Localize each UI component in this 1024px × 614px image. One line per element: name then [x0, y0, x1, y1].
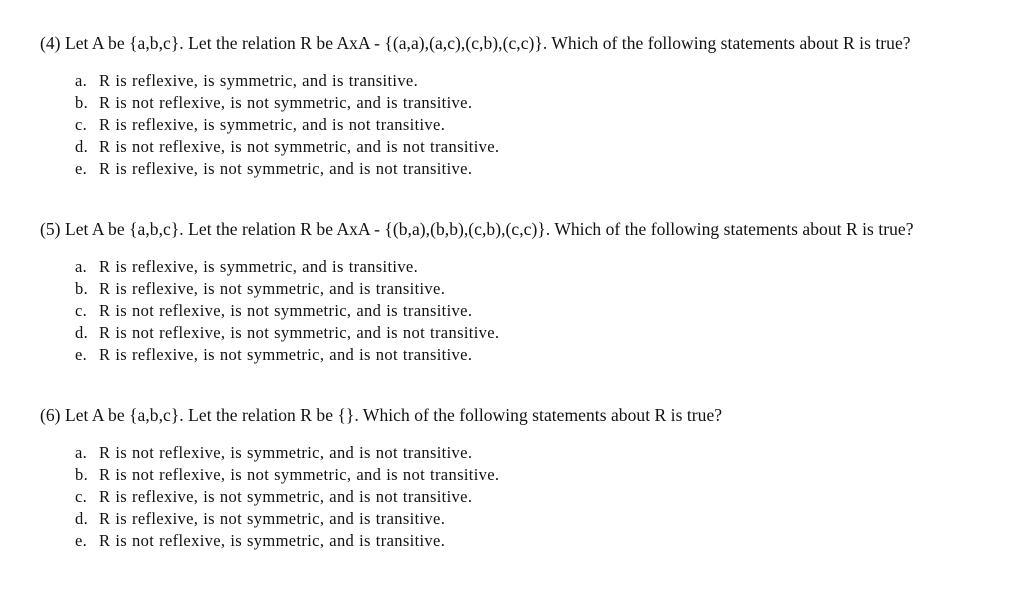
- choice-list: [40, 256, 1015, 366]
- choice-d: [40, 136, 1015, 158]
- question-stem: (6) Let A be {a,b,c}. Let the relation R be {}. Which of the following statements about R is true?: [40, 405, 723, 425]
- choice-text: R is not reflexive, is not symmetric, and is not transitive.: [99, 137, 500, 156]
- choice-text: R is reflexive, is symmetric, and is transitive.: [99, 257, 419, 276]
- choice-e: [40, 158, 1015, 180]
- choice-d: [40, 322, 1015, 344]
- choice-b: [40, 92, 1015, 114]
- choice-text: R is reflexive, is not symmetric, and is not transitive.: [99, 159, 473, 178]
- choice-text: R is reflexive, is symmetric, and is not transitive.: [99, 115, 446, 134]
- choice-e: [40, 344, 1015, 366]
- choice-letter: e.: [75, 531, 88, 550]
- choice-letter: d.: [75, 509, 89, 528]
- choice-text: R is not reflexive, is not symmetric, and is not transitive.: [99, 465, 500, 484]
- choice-letter: b.: [75, 465, 89, 484]
- choice-e: [40, 530, 1015, 552]
- choice-a: [40, 442, 1015, 464]
- choice-letter: e.: [75, 345, 88, 364]
- choice-text: R is not reflexive, is not symmetric, and is transitive.: [99, 301, 473, 320]
- choice-letter: d.: [75, 137, 89, 156]
- choice-d: [40, 508, 1015, 530]
- choice-a: [40, 70, 1015, 92]
- choice-list: [40, 442, 1015, 552]
- choice-letter: c.: [75, 115, 88, 134]
- choice-list: [40, 70, 1015, 180]
- question-6: [40, 404, 1015, 552]
- choice-letter: e.: [75, 159, 88, 178]
- choice-b: [40, 464, 1015, 486]
- choice-text: R is reflexive, is symmetric, and is transitive.: [99, 71, 419, 90]
- question-5: [40, 218, 1015, 366]
- choice-text: R is reflexive, is not symmetric, and is transitive.: [99, 509, 446, 528]
- choice-text: R is reflexive, is not symmetric, and is transitive.: [99, 279, 446, 298]
- choice-letter: a.: [75, 443, 88, 462]
- choice-text: R is not reflexive, is not symmetric, and is transitive.: [99, 93, 473, 112]
- choice-letter: c.: [75, 301, 88, 320]
- choice-text: R is not reflexive, is not symmetric, and is not transitive.: [99, 323, 500, 342]
- choice-letter: d.: [75, 323, 89, 342]
- choice-a: [40, 256, 1015, 278]
- choice-text: R is not reflexive, is symmetric, and is not transitive.: [99, 443, 473, 462]
- choice-letter: c.: [75, 487, 88, 506]
- choice-letter: a.: [75, 71, 88, 90]
- question-stem: (5) Let A be {a,b,c}. Let the relation R be AxA - {(b,a),(b,b),(c,b),(c,c)}. Which of the following statements about R is true?: [40, 219, 914, 239]
- choice-c: [40, 300, 1015, 322]
- choice-letter: b.: [75, 279, 89, 298]
- choice-letter: a.: [75, 257, 88, 276]
- choice-c: [40, 114, 1015, 136]
- choice-letter: b.: [75, 93, 89, 112]
- choice-text: R is not reflexive, is symmetric, and is transitive.: [99, 531, 446, 550]
- question-stem: (4) Let A be {a,b,c}. Let the relation R be AxA - {(a,a),(a,c),(c,b),(c,c)}. Which of the following statements about R is true?: [40, 33, 911, 53]
- choice-c: [40, 486, 1015, 508]
- question-4: [40, 32, 1015, 180]
- choice-b: [40, 278, 1015, 300]
- choice-text: R is reflexive, is not symmetric, and is not transitive.: [99, 345, 473, 364]
- choice-text: R is reflexive, is not symmetric, and is not transitive.: [99, 487, 473, 506]
